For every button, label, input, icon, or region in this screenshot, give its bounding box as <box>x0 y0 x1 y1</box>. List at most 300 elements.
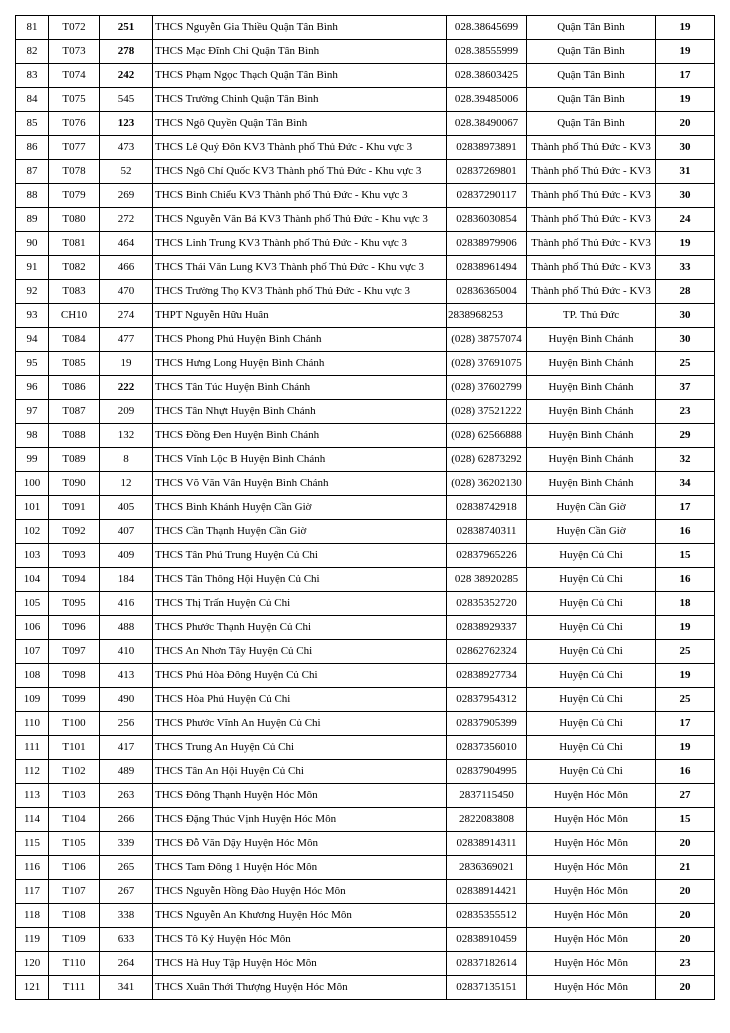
row-index: 117 <box>16 880 49 904</box>
row-index: 88 <box>16 184 49 208</box>
school-district: TP. Thủ Đức <box>527 304 656 328</box>
table-row <box>16 472 715 496</box>
row-index: 86 <box>16 136 49 160</box>
school-phone: (028) 37521222 <box>447 400 527 424</box>
row-index: 84 <box>16 88 49 112</box>
school-number: 489 <box>100 760 153 784</box>
school-district: Huyện Bình Chánh <box>527 400 656 424</box>
school-district: Huyện Củ Chi <box>527 736 656 760</box>
school-phone: 02838740311 <box>447 520 527 544</box>
school-code: T104 <box>49 808 100 832</box>
school-code: T095 <box>49 592 100 616</box>
school-code: T086 <box>49 376 100 400</box>
school-name: THCS Phú Hòa Đông Huyện Củ Chi <box>153 664 447 688</box>
row-index: 92 <box>16 280 49 304</box>
table-row <box>16 64 715 88</box>
school-code: T084 <box>49 328 100 352</box>
school-phone: 2838968253 <box>447 304 527 328</box>
school-phone: 02836365004 <box>447 280 527 304</box>
row-index: 101 <box>16 496 49 520</box>
school-district: Huyện Hóc Môn <box>527 784 656 808</box>
school-code: T090 <box>49 472 100 496</box>
school-phone: 02838914421 <box>447 880 527 904</box>
school-score: 19 <box>656 232 715 256</box>
school-district: Huyện Hóc Môn <box>527 976 656 1000</box>
school-district: Huyện Củ Chi <box>527 616 656 640</box>
school-score: 19 <box>656 40 715 64</box>
school-score: 31 <box>656 160 715 184</box>
school-name: THCS Tân Phú Trung Huyện Củ Chi <box>153 544 447 568</box>
school-district: Huyện Bình Chánh <box>527 448 656 472</box>
school-score: 34 <box>656 472 715 496</box>
school-district: Huyện Củ Chi <box>527 640 656 664</box>
school-number: 338 <box>100 904 153 928</box>
row-index: 110 <box>16 712 49 736</box>
table-row <box>16 352 715 376</box>
school-score: 20 <box>656 904 715 928</box>
school-code: T097 <box>49 640 100 664</box>
school-score: 19 <box>656 16 715 40</box>
school-number: 413 <box>100 664 153 688</box>
school-code: T082 <box>49 256 100 280</box>
row-index: 96 <box>16 376 49 400</box>
school-code: T081 <box>49 232 100 256</box>
school-score: 30 <box>656 184 715 208</box>
school-phone: 02838979906 <box>447 232 527 256</box>
school-number: 12 <box>100 472 153 496</box>
row-index: 81 <box>16 16 49 40</box>
school-phone: 02837182614 <box>447 952 527 976</box>
school-phone: 02837356010 <box>447 736 527 760</box>
school-name: THCS Phong Phú Huyện Bình Chánh <box>153 328 447 352</box>
table-row <box>16 568 715 592</box>
row-index: 87 <box>16 160 49 184</box>
school-score: 23 <box>656 952 715 976</box>
school-phone: 02838929337 <box>447 616 527 640</box>
row-index: 102 <box>16 520 49 544</box>
school-phone: 02835352720 <box>447 592 527 616</box>
school-phone: (028) 37602799 <box>447 376 527 400</box>
school-score: 15 <box>656 544 715 568</box>
school-district: Huyện Củ Chi <box>527 568 656 592</box>
school-phone: 028.38645699 <box>447 16 527 40</box>
school-name: THCS Tân Nhựt Huyện Bình Chánh <box>153 400 447 424</box>
school-code: T103 <box>49 784 100 808</box>
table-row <box>16 280 715 304</box>
school-phone: (028) 62566888 <box>447 424 527 448</box>
school-number: 272 <box>100 208 153 232</box>
table-row <box>16 592 715 616</box>
school-code: T100 <box>49 712 100 736</box>
school-name: THCS Trường Thọ KV3 Thành phố Thủ Đức - Khu vực 3 <box>153 280 447 304</box>
school-phone: 02838927734 <box>447 664 527 688</box>
school-score: 25 <box>656 352 715 376</box>
school-phone: 2836369021 <box>447 856 527 880</box>
row-index: 90 <box>16 232 49 256</box>
row-index: 120 <box>16 952 49 976</box>
row-index: 104 <box>16 568 49 592</box>
school-score: 25 <box>656 640 715 664</box>
school-district: Huyện Hóc Môn <box>527 832 656 856</box>
school-phone: 02838742918 <box>447 496 527 520</box>
school-code: T089 <box>49 448 100 472</box>
school-district: Huyện Hóc Môn <box>527 952 656 976</box>
school-table <box>15 15 715 1000</box>
table-row <box>16 688 715 712</box>
school-name: THCS Nguyễn Hồng Đào Huyện Hóc Môn <box>153 880 447 904</box>
school-code: T088 <box>49 424 100 448</box>
table-row <box>16 376 715 400</box>
table-row <box>16 784 715 808</box>
school-score: 17 <box>656 496 715 520</box>
school-name: THCS Vĩnh Lộc B Huyện Bình Chánh <box>153 448 447 472</box>
school-name: THCS Ngô Chí Quốc KV3 Thành phố Thủ Đức - Khu vực 3 <box>153 160 447 184</box>
school-code: T075 <box>49 88 100 112</box>
school-name: THCS Phước Vĩnh An Huyện Củ Chi <box>153 712 447 736</box>
school-score: 19 <box>656 664 715 688</box>
table-row <box>16 40 715 64</box>
table-body <box>16 16 715 1000</box>
row-index: 109 <box>16 688 49 712</box>
school-number: 410 <box>100 640 153 664</box>
school-score: 19 <box>656 616 715 640</box>
school-phone: 02837135151 <box>447 976 527 1000</box>
row-index: 94 <box>16 328 49 352</box>
table-row <box>16 136 715 160</box>
school-district: Quận Tân Bình <box>527 40 656 64</box>
school-code: T085 <box>49 352 100 376</box>
school-code: T079 <box>49 184 100 208</box>
school-district: Huyện Hóc Môn <box>527 904 656 928</box>
school-name: THCS Đồng Đen Huyện Bình Chánh <box>153 424 447 448</box>
school-number: 184 <box>100 568 153 592</box>
school-name: THCS Hưng Long Huyện Bình Chánh <box>153 352 447 376</box>
school-district: Huyện Củ Chi <box>527 592 656 616</box>
school-score: 25 <box>656 688 715 712</box>
school-code: T094 <box>49 568 100 592</box>
school-code: T087 <box>49 400 100 424</box>
table-row <box>16 904 715 928</box>
table-row <box>16 664 715 688</box>
school-phone: 02837904995 <box>447 760 527 784</box>
table-row <box>16 424 715 448</box>
row-index: 111 <box>16 736 49 760</box>
school-phone: 02838973891 <box>447 136 527 160</box>
school-name: THCS Trường Chinh Quận Tân Bình <box>153 88 447 112</box>
school-district: Huyện Củ Chi <box>527 664 656 688</box>
school-code: T091 <box>49 496 100 520</box>
school-score: 16 <box>656 520 715 544</box>
school-name: THCS Bình Khánh Huyện Cần Giờ <box>153 496 447 520</box>
row-index: 107 <box>16 640 49 664</box>
school-score: 20 <box>656 976 715 1000</box>
school-district: Huyện Củ Chi <box>527 760 656 784</box>
school-score: 16 <box>656 568 715 592</box>
school-name: THCS Đỗ Văn Dậy Huyện Hóc Môn <box>153 832 447 856</box>
school-name: THCS Nguyễn Gia Thiều Quận Tân Bình <box>153 16 447 40</box>
school-code: T077 <box>49 136 100 160</box>
table-row <box>16 208 715 232</box>
school-score: 17 <box>656 712 715 736</box>
row-index: 116 <box>16 856 49 880</box>
school-score: 20 <box>656 112 715 136</box>
school-number: 8 <box>100 448 153 472</box>
school-score: 15 <box>656 808 715 832</box>
school-name: THCS Trung An Huyện Củ Chi <box>153 736 447 760</box>
school-phone: 02837965226 <box>447 544 527 568</box>
school-name: THCS Hà Huy Tập Huyện Hóc Môn <box>153 952 447 976</box>
school-phone: 028.38555999 <box>447 40 527 64</box>
school-phone: (028) 38757074 <box>447 328 527 352</box>
school-name: THCS Võ Văn Vân Huyện Bình Chánh <box>153 472 447 496</box>
school-number: 278 <box>100 40 153 64</box>
school-number: 123 <box>100 112 153 136</box>
school-name: THCS Linh Trung KV3 Thành phố Thủ Đức - Khu vực 3 <box>153 232 447 256</box>
school-phone: 028.38603425 <box>447 64 527 88</box>
row-index: 108 <box>16 664 49 688</box>
school-code: T092 <box>49 520 100 544</box>
school-district: Thành phố Thủ Đức - KV3 <box>527 184 656 208</box>
school-code: T093 <box>49 544 100 568</box>
table-row <box>16 856 715 880</box>
school-code: T096 <box>49 616 100 640</box>
row-index: 105 <box>16 592 49 616</box>
school-score: 18 <box>656 592 715 616</box>
school-phone: (028) 36202130 <box>447 472 527 496</box>
school-number: 466 <box>100 256 153 280</box>
school-name: THCS Phước Thạnh Huyện Củ Chi <box>153 616 447 640</box>
table-row <box>16 712 715 736</box>
school-number: 633 <box>100 928 153 952</box>
school-code: T083 <box>49 280 100 304</box>
school-name: THCS Cần Thạnh Huyện Cần Giờ <box>153 520 447 544</box>
school-district: Quận Tân Bình <box>527 112 656 136</box>
school-name: THCS An Nhơn Tây Huyện Củ Chi <box>153 640 447 664</box>
school-name: THCS Xuân Thới Thượng Huyện Hóc Môn <box>153 976 447 1000</box>
school-phone: 2822083808 <box>447 808 527 832</box>
school-phone: 02838961494 <box>447 256 527 280</box>
school-score: 20 <box>656 928 715 952</box>
school-score: 30 <box>656 328 715 352</box>
row-index: 119 <box>16 928 49 952</box>
table-row <box>16 256 715 280</box>
table-row <box>16 16 715 40</box>
school-number: 251 <box>100 16 153 40</box>
school-phone: 028.38490067 <box>447 112 527 136</box>
school-number: 416 <box>100 592 153 616</box>
school-code: T072 <box>49 16 100 40</box>
school-district: Huyện Hóc Môn <box>527 808 656 832</box>
school-phone: 02838910459 <box>447 928 527 952</box>
school-district: Quận Tân Bình <box>527 88 656 112</box>
school-name: THCS Tô Ký Huyện Hóc Môn <box>153 928 447 952</box>
table-row <box>16 400 715 424</box>
school-name: THCS Đặng Thúc Vịnh Huyện Hóc Môn <box>153 808 447 832</box>
table-row <box>16 616 715 640</box>
school-code: T111 <box>49 976 100 1000</box>
row-index: 93 <box>16 304 49 328</box>
school-district: Thành phố Thủ Đức - KV3 <box>527 160 656 184</box>
school-score: 28 <box>656 280 715 304</box>
school-number: 417 <box>100 736 153 760</box>
table-row <box>16 760 715 784</box>
table-row <box>16 328 715 352</box>
row-index: 82 <box>16 40 49 64</box>
school-phone: 02837269801 <box>447 160 527 184</box>
school-name: THCS Bình Chiểu KV3 Thành phố Thủ Đức - Khu vực 3 <box>153 184 447 208</box>
school-phone: (028) 62873292 <box>447 448 527 472</box>
school-score: 16 <box>656 760 715 784</box>
table-row <box>16 184 715 208</box>
table-row <box>16 544 715 568</box>
school-district: Huyện Bình Chánh <box>527 328 656 352</box>
school-score: 17 <box>656 64 715 88</box>
table-row <box>16 976 715 1000</box>
school-code: T099 <box>49 688 100 712</box>
school-number: 52 <box>100 160 153 184</box>
school-phone: 028.39485006 <box>447 88 527 112</box>
table-row <box>16 640 715 664</box>
school-district: Thành phố Thủ Đức - KV3 <box>527 208 656 232</box>
school-district: Huyện Hóc Môn <box>527 856 656 880</box>
table-row <box>16 112 715 136</box>
school-score: 20 <box>656 880 715 904</box>
school-score: 27 <box>656 784 715 808</box>
school-number: 488 <box>100 616 153 640</box>
school-code: T109 <box>49 928 100 952</box>
school-district: Huyện Bình Chánh <box>527 352 656 376</box>
school-score: 24 <box>656 208 715 232</box>
school-code: T076 <box>49 112 100 136</box>
school-phone: 02837954312 <box>447 688 527 712</box>
school-name: THCS Tân Thông Hội Huyện Củ Chi <box>153 568 447 592</box>
school-number: 209 <box>100 400 153 424</box>
school-name: THPT Nguyễn Hữu Huân <box>153 304 447 328</box>
school-code: T107 <box>49 880 100 904</box>
school-number: 269 <box>100 184 153 208</box>
row-index: 106 <box>16 616 49 640</box>
school-number: 266 <box>100 808 153 832</box>
row-index: 115 <box>16 832 49 856</box>
row-index: 114 <box>16 808 49 832</box>
school-score: 37 <box>656 376 715 400</box>
school-number: 265 <box>100 856 153 880</box>
school-name: THCS Hòa Phú Huyện Củ Chi <box>153 688 447 712</box>
school-number: 341 <box>100 976 153 1000</box>
school-district: Huyện Cần Giờ <box>527 520 656 544</box>
school-code: T105 <box>49 832 100 856</box>
school-name: THCS Tam Đông 1 Huyện Hóc Môn <box>153 856 447 880</box>
school-district: Huyện Cần Giờ <box>527 496 656 520</box>
school-district: Huyện Bình Chánh <box>527 472 656 496</box>
table-row <box>16 808 715 832</box>
table-row <box>16 88 715 112</box>
school-score: 21 <box>656 856 715 880</box>
school-number: 409 <box>100 544 153 568</box>
school-number: 242 <box>100 64 153 88</box>
school-district: Quận Tân Bình <box>527 16 656 40</box>
table-row <box>16 832 715 856</box>
school-number: 264 <box>100 952 153 976</box>
school-code: T098 <box>49 664 100 688</box>
school-district: Thành phố Thủ Đức - KV3 <box>527 280 656 304</box>
school-district: Huyện Củ Chi <box>527 712 656 736</box>
table-row <box>16 928 715 952</box>
school-district: Huyện Củ Chi <box>527 688 656 712</box>
school-name: THCS Tân An Hội Huyện Củ Chi <box>153 760 447 784</box>
row-index: 97 <box>16 400 49 424</box>
school-name: THCS Nguyễn An Khương Huyện Hóc Môn <box>153 904 447 928</box>
school-name: THCS Lê Quý Đôn KV3 Thành phố Thủ Đức - Khu vực 3 <box>153 136 447 160</box>
school-score: 19 <box>656 736 715 760</box>
school-number: 470 <box>100 280 153 304</box>
school-name: THCS Đông Thạnh Huyện Hóc Môn <box>153 784 447 808</box>
school-number: 222 <box>100 376 153 400</box>
school-code: T102 <box>49 760 100 784</box>
row-index: 112 <box>16 760 49 784</box>
school-phone: 02862762324 <box>447 640 527 664</box>
school-phone: 02838914311 <box>447 832 527 856</box>
school-name: THCS Nguyễn Văn Bá KV3 Thành phố Thủ Đức - Khu vực 3 <box>153 208 447 232</box>
school-code: T110 <box>49 952 100 976</box>
row-index: 85 <box>16 112 49 136</box>
table-row <box>16 880 715 904</box>
school-number: 490 <box>100 688 153 712</box>
school-name: THCS Thị Trấn Huyện Củ Chi <box>153 592 447 616</box>
school-code: T108 <box>49 904 100 928</box>
school-score: 32 <box>656 448 715 472</box>
school-number: 132 <box>100 424 153 448</box>
school-score: 19 <box>656 88 715 112</box>
school-name: THCS Thái Văn Lung KV3 Thành phố Thủ Đức - Khu vực 3 <box>153 256 447 280</box>
school-score: 23 <box>656 400 715 424</box>
school-number: 464 <box>100 232 153 256</box>
school-number: 256 <box>100 712 153 736</box>
school-phone: 02837905399 <box>447 712 527 736</box>
school-district: Thành phố Thủ Đức - KV3 <box>527 232 656 256</box>
school-district: Thành phố Thủ Đức - KV3 <box>527 256 656 280</box>
table-row <box>16 160 715 184</box>
school-name: THCS Mạc Đĩnh Chi Quận Tân Bình <box>153 40 447 64</box>
school-number: 405 <box>100 496 153 520</box>
school-code: T078 <box>49 160 100 184</box>
table-row <box>16 304 715 328</box>
school-number: 267 <box>100 880 153 904</box>
school-score: 29 <box>656 424 715 448</box>
school-phone: 2837115450 <box>447 784 527 808</box>
school-code: CH10 <box>49 304 100 328</box>
school-district: Huyện Hóc Môn <box>527 928 656 952</box>
school-code: T073 <box>49 40 100 64</box>
table-row <box>16 232 715 256</box>
school-district: Huyện Bình Chánh <box>527 424 656 448</box>
school-phone: 02835355512 <box>447 904 527 928</box>
row-index: 103 <box>16 544 49 568</box>
school-number: 545 <box>100 88 153 112</box>
row-index: 95 <box>16 352 49 376</box>
table-row <box>16 496 715 520</box>
school-number: 339 <box>100 832 153 856</box>
school-score: 20 <box>656 832 715 856</box>
school-district: Quận Tân Bình <box>527 64 656 88</box>
school-number: 477 <box>100 328 153 352</box>
row-index: 83 <box>16 64 49 88</box>
row-index: 121 <box>16 976 49 1000</box>
school-number: 274 <box>100 304 153 328</box>
row-index: 113 <box>16 784 49 808</box>
row-index: 99 <box>16 448 49 472</box>
school-score: 33 <box>656 256 715 280</box>
